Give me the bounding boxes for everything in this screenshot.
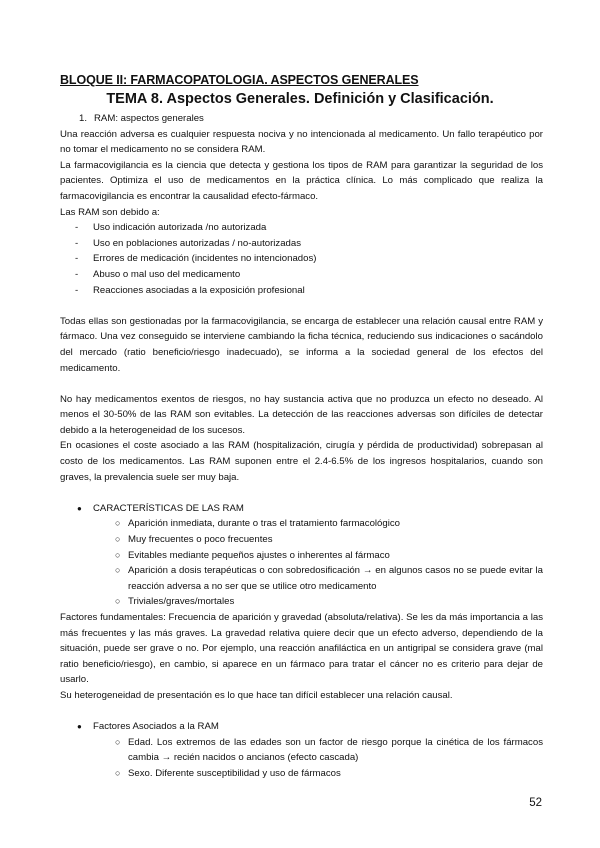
block-title: BLOQUE II: FARMACOPATOLOGIA. ASPECTOS GENERALES: [60, 73, 419, 87]
list-item: - Uso indicación autorizada /no autorizada: [75, 222, 267, 234]
factors-list: [60, 735, 543, 782]
list-item: - Errores de medicación (incidentes no intencionados): [75, 253, 317, 265]
page-number: 52: [529, 797, 542, 809]
paragraph-pharmacovigilance: La farmacovigilancia es la ciencia que detecta y gestiona los tipos de RAM para garantizar la seguridad de los pacientes. Optimiza el uso de medicamentos en la práctica clínica. Lo más complicado que realiza la farmacovigilancia es encontrar la causalidad efecto-fármaco.: [60, 159, 543, 202]
paragraph-management: Todas ellas son gestionadas por la farmacovigilancia, se encarga de establecer una relación causal entre RAM y fármaco. Una vez conseguido se interviene cambiando la ficha técnica, reduciendo sus indicaciones o sacándolo del mercado (ratio beneficio/riesgo inadecuado), se informa a la sociedad general de los efectos del medicamento.: [60, 315, 543, 374]
causes-list: [60, 220, 543, 298]
list-item: ○ Muy frecuentes o poco frecuentes: [115, 534, 273, 546]
paragraph-fundamental-factors: Factores fundamentales: Frecuencia de aparición y gravedad (absoluta/relativa). Se les da más importancia a las más frecuentes y las más graves. La gravedad relativa quiere decir que un efecto adverso, dependiendo de la situación, puede ser grave o no. Por ejemplo, una reacción anafiláctica en un antigripal se considera grave (mal ratio beneficio/riesgo), en cambio, si aparece en un fármaco para tratar el cáncer no es criterio para dejar de usarlo.: [60, 612, 543, 686]
section-heading: [60, 111, 543, 127]
tema-title: TEMA 8. Aspectos Generales. Definición y Clasificación.: [106, 91, 494, 107]
document-body: [60, 111, 543, 782]
paragraph-definition: Una reacción adversa es cualquier respuesta nociva y no intencionada al medicamento. Un fallo terapéutico por no tomar el medicamento no se considera RAM.: [60, 128, 543, 156]
factors-heading: ● Factores Asociados a la RAM: [60, 719, 543, 735]
list-item: - Reacciones asociadas a la exposición profesional: [75, 284, 305, 296]
bullet-icon: ●: [77, 722, 82, 732]
list-item: ○ Sexo. Diferente susceptibilidad y uso de fármacos: [115, 767, 341, 779]
list-item: ○ Triviales/graves/mortales: [115, 596, 235, 608]
characteristics-heading: ● CARACTERÍSTICAS DE LAS RAM: [60, 501, 543, 517]
paragraph-heterogeneity: Su heterogeneidad de presentación es lo que hace tan difícil establecer una relación causal.: [60, 689, 453, 701]
list-item: ○ Evitables mediante pequeños ajustes o inherentes al fármaco: [115, 549, 390, 561]
list-item: ○ Aparición inmediata, durante o tras el tratamiento farmacológico: [115, 518, 400, 530]
paragraph-risks: No hay medicamentos exentos de riesgos, no hay sustancia activa que no produzca un efecto no deseado. Al menos el 30-50% de las RAM son evitables. La detección de las reacciones adversas son difíciles de detectar debido a la heterogeneidad de los sucesos.: [60, 393, 543, 436]
paragraph-costs: En ocasiones el coste asociado a las RAM (hospitalización, cirugía y pérdida de productividad) sobrepasan al costo de los medicamentos. Las RAM suponen entre el 2.4-6.5% de los ingresos hospitalarios, cuando son graves, la prevalencia suele ser muy baja.: [60, 440, 543, 483]
paragraph-causes-intro: Las RAM son debido a:: [60, 206, 160, 218]
list-item: ○ Aparición a dosis terapéuticas o con sobredosificación → en algunos casos no se puede evitar la reacción adversa a no ser que se utilice otro medicamento: [115, 565, 543, 592]
list-item: ○ Edad. Los extremos de las edades son un factor de riesgo porque la cinética de los fármacos cambia → recién nacidos o ancianos (efecto cascada): [115, 736, 543, 764]
section-number: 1.: [79, 113, 88, 124]
characteristics-list: [60, 516, 543, 610]
list-item: - Abuso o mal uso del medicamento: [75, 268, 241, 280]
section-heading-text: RAM: aspectos generales: [94, 113, 204, 124]
bullet-icon: ●: [77, 503, 82, 513]
list-item: - Uso en poblaciones autorizadas / no-autorizadas: [75, 237, 301, 249]
